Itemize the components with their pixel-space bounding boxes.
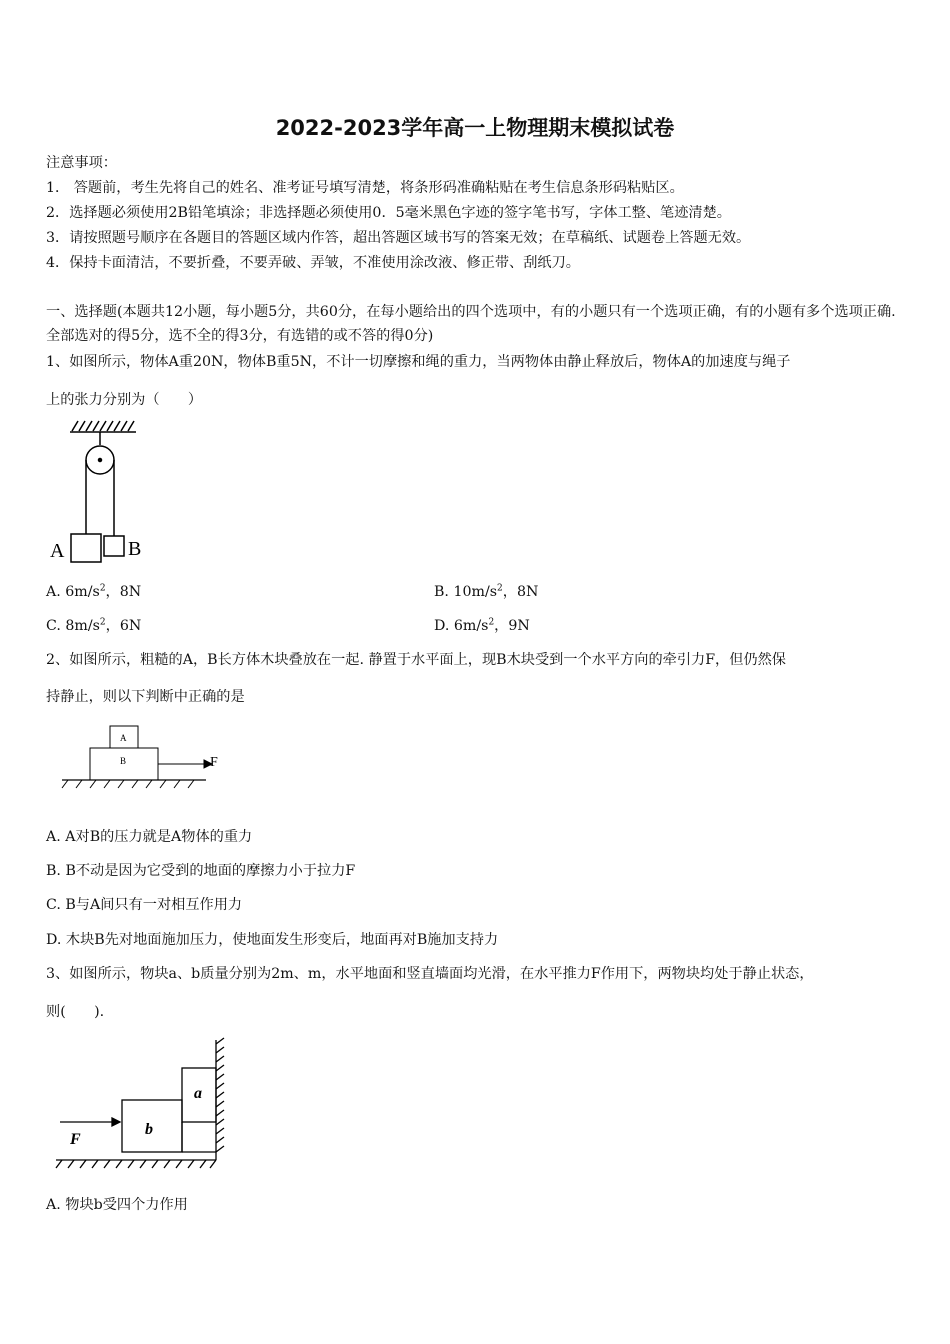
- q1-option-a-force: ，8N: [105, 584, 142, 600]
- q3-wall-blocks-figure: [52, 1036, 242, 1176]
- notice-item: 4．保持卡面清洁，不要折叠，不要弄破、弄皱，不准使用涂改液、修正带、刮纸刀。: [46, 255, 580, 271]
- q2-label-f: F: [210, 755, 218, 770]
- q3-stem-line1: 3、如图所示，物块a、b质量分别为2m、m，水平地面和竖直墙面均光滑，在水平推力F作用下，两物块均处于静止状态，: [46, 966, 814, 982]
- q1-option-c-value: C. 8m/s: [46, 618, 100, 634]
- q1-option-d-force: ，9N: [494, 618, 530, 634]
- q2-stem-line1: 2、如图所示，粗糙的A，B长方体木块叠放在一起. 静置于水平面上，现B木块受到一个水平方向的牵引力F，但仍然保: [46, 652, 786, 668]
- q2-label-a: A: [120, 733, 127, 743]
- section-heading: 一、选择题(本题共12小题，每小题5分，共60分，在每小题给出的四个选项中，有的小题只有一个选项正确，有的小题有多个选项正确.全部选对的得5分，选不全的得3分，有选错的或不答的得0分): [46, 304, 896, 344]
- q1-stem-line2: 上的张力分别为（ ）: [46, 392, 203, 408]
- q3-label-f: F: [70, 1131, 81, 1148]
- q1-option-c-exp: 2: [99, 617, 106, 628]
- q2-option-a[interactable]: A. A对B的压力就是A物体的重力: [46, 829, 253, 845]
- q2-blocks-figure: [60, 720, 230, 792]
- q3-stem-line2: 则( ).: [46, 1004, 105, 1020]
- q2-option-c[interactable]: C. B与A间只有一对相互作用力: [46, 897, 243, 913]
- q1-label-a: A: [50, 540, 65, 562]
- q1-pulley-figure: [48, 418, 158, 564]
- notice-item: 3．请按照题号顺序在各题目的答题区域内作答，超出答题区域书写的答案无效；在草稿纸、试题卷上答题无效。: [46, 230, 751, 246]
- q3-label-b: b: [145, 1121, 153, 1138]
- notice-item: 2．选择题必须使用2B铅笔填涂；非选择题必须使用0．5毫米黑色字迹的签字笔书写，字体工整、笔迹清楚。: [46, 205, 731, 221]
- q1-label-b: B: [128, 538, 142, 560]
- q3-label-a: a: [194, 1085, 202, 1102]
- notice-heading: 注意事项：: [46, 155, 117, 171]
- q1-option-b-force: ，8N: [502, 584, 539, 600]
- q1-option-c-force: ，6N: [105, 618, 142, 634]
- q1-option-a[interactable]: [46, 581, 141, 601]
- q1-option-d[interactable]: [434, 615, 530, 635]
- page-title: 2022-2023学年高一上物理期末模拟试卷: [275, 116, 675, 140]
- q1-option-d-exp: 2: [488, 617, 495, 628]
- q1-stem-line1: 1、如图所示，物体A重20N，物体B重5N，不计一切摩擦和绳的重力，当两物体由静止释放后，物体A的加速度与绳子: [46, 354, 791, 370]
- q2-stem-line2: 持静止，则以下判断中正确的是: [46, 689, 245, 705]
- q1-option-c[interactable]: [46, 615, 141, 635]
- q1-option-b[interactable]: [434, 581, 538, 601]
- q1-option-b-value: B. 10m/s: [434, 584, 498, 600]
- q1-option-a-value: A. 6m/s: [46, 584, 100, 600]
- q2-option-d[interactable]: D. 木块B先对地面施加压力，使地面发生形变后，地面再对B施加支持力: [46, 932, 499, 948]
- q2-label-b: B: [120, 756, 127, 766]
- q1-option-b-exp: 2: [497, 583, 503, 594]
- q3-option-a[interactable]: A. 物块b受四个力作用: [46, 1197, 188, 1213]
- q1-option-a-exp: 2: [99, 583, 106, 594]
- q2-option-b[interactable]: B. B不动是因为它受到的地面的摩擦力小于拉力F: [46, 863, 356, 879]
- notice-item: 1． 答题前，考生先将自己的姓名、准考证号填写清楚，将条形码准确粘贴在考生信息条形码粘贴区。: [46, 180, 684, 196]
- q1-option-d-value: D. 6m/s: [434, 618, 489, 634]
